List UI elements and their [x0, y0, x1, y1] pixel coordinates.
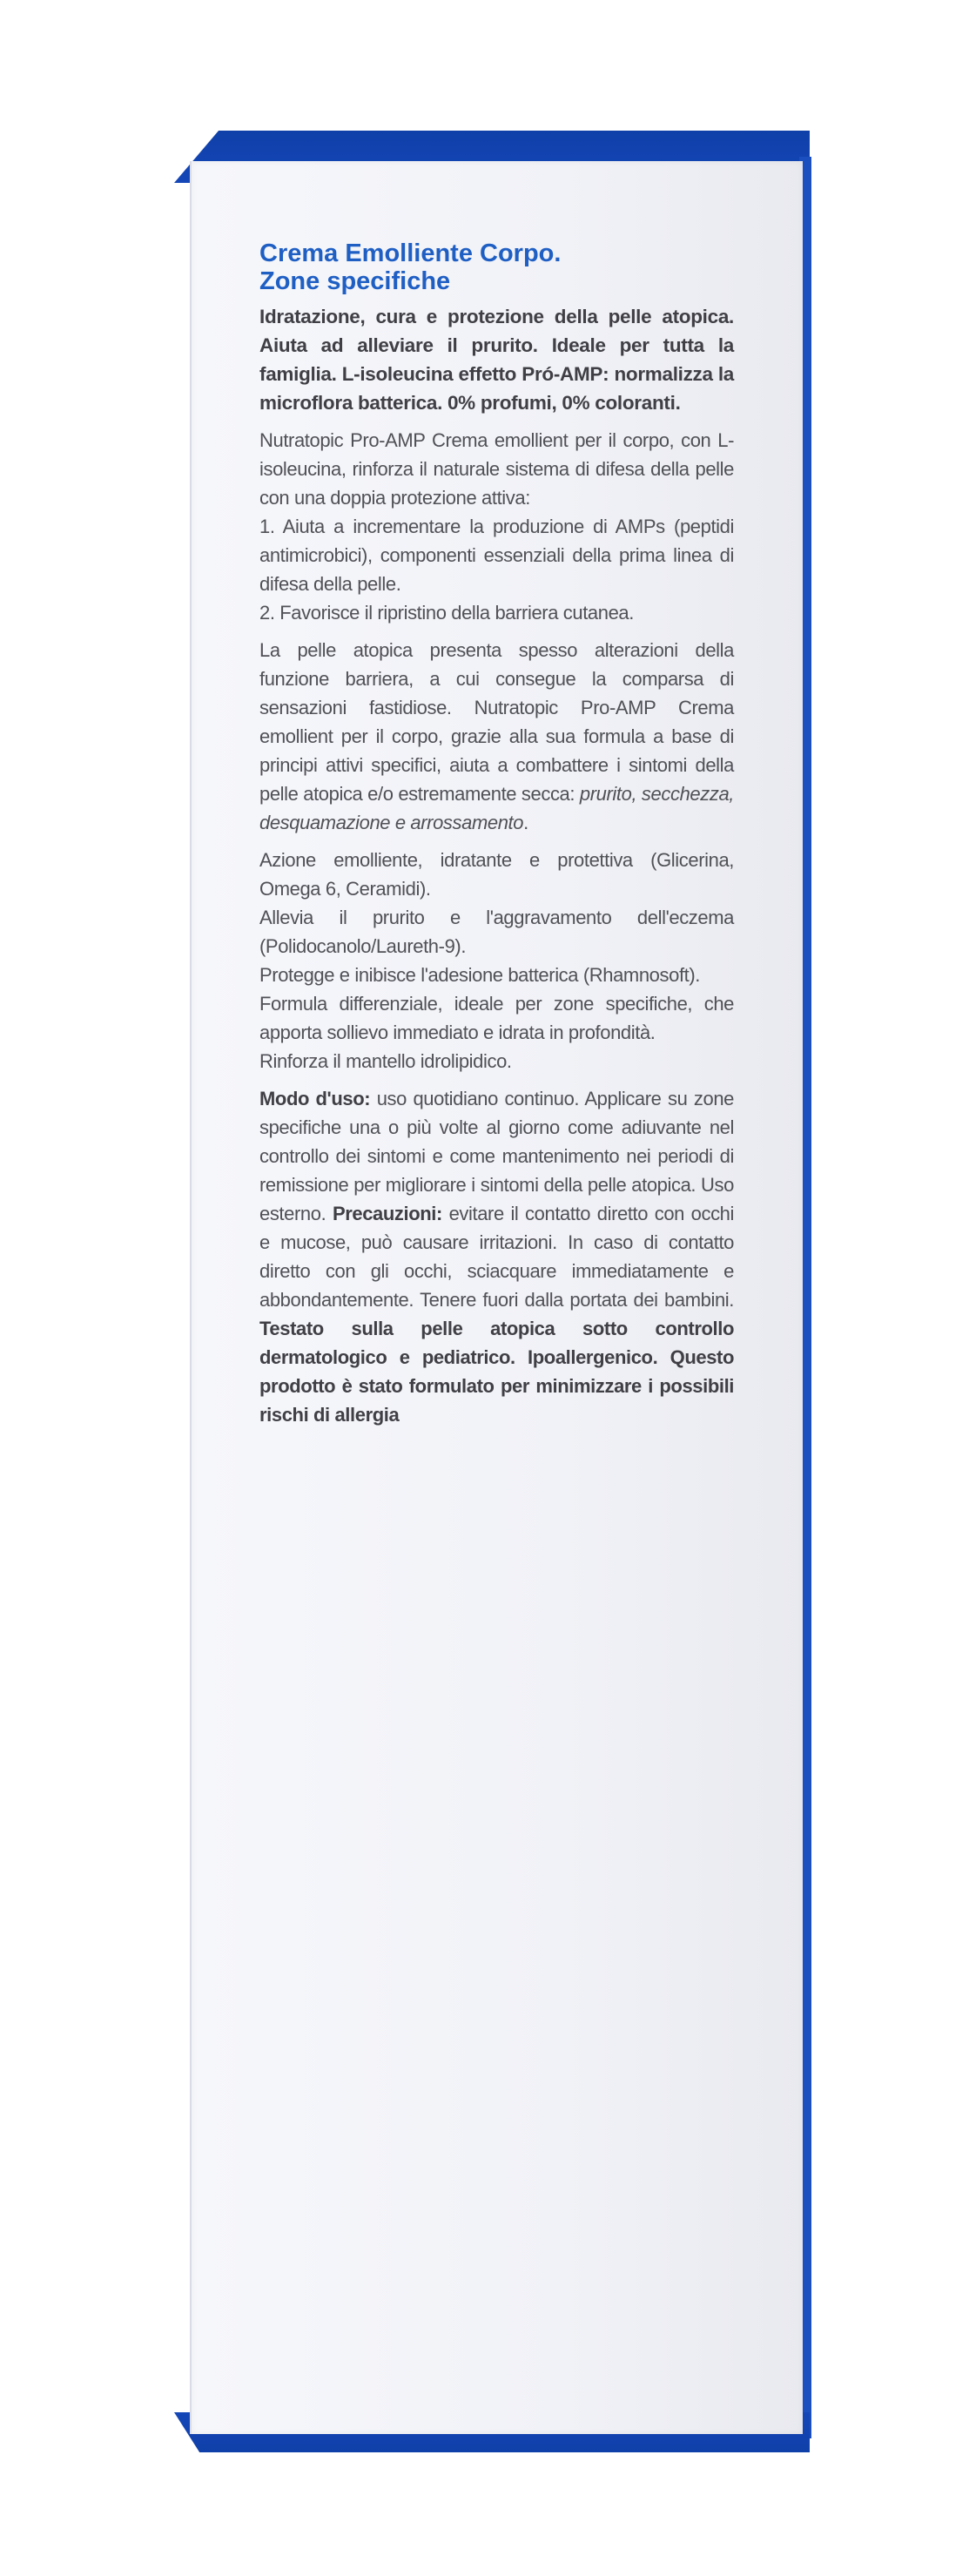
box-side-panel: [190, 161, 803, 2434]
benefit-point-1: 1. Aiuta a incrementare la produzione di AMPs (peptidi antimicrobici), componenti essenziali della prima linea di difesa della pelle.: [259, 516, 734, 595]
label-text-block: [259, 239, 734, 1438]
product-claims: Idratazione, cura e protezione della pelle atopica. Aiuta ad alleviare il prurito. Ideale per tutta la famiglia. L-isoleucina effetto Pró-AMP: normalizza la microflora batterica. 0% profumi, 0% coloranti.: [259, 306, 734, 414]
product-intro: Nutratopic Pro-AMP Crema emollient per il corpo, con L-isoleucina, rinforza il naturale sistema di difesa della pelle con una doppia protezione attiva:: [259, 429, 734, 509]
product-title-line-1: Crema Emolliente Corpo.: [259, 239, 562, 267]
atopic-skin-end: .: [523, 812, 528, 833]
atopic-skin-description: [259, 636, 734, 837]
precautions-label: Precauzioni:: [332, 1203, 442, 1224]
action-antibacterial: Protegge e inibisce l'adesione batterica (Rhamnosoft).: [259, 964, 701, 986]
action-hydrolipidic: Rinforza il mantello idrolipidico.: [259, 1050, 512, 1072]
action-formula: Formula differenziale, ideale per zone specifiche, che apporta sollievo immediato e idrata in profondità.: [259, 993, 734, 1043]
atopic-skin-text: La pelle atopica presenta spesso alterazioni della funzione barriera, a cui consegue la comparsa di sensazioni fastidiose. Nutratopic Pro-AMP Crema emollient per il corpo, grazie alla sua formula a base di principi attivi specifici, aiuta a combattere i sintomi della pelle atopica e/o estremamente secca:: [259, 639, 734, 805]
tested-claims: Testato sulla pelle atopica sotto controllo dermatologico e pediatrico. Ipoallergenico. Questo prodotto è stato formulato per minimizzare i possibili rischi di allergia: [259, 1318, 734, 1426]
usage-label: Modo d'uso:: [259, 1088, 371, 1109]
action-emollient: Azione emolliente, idratante e protettiva (Glicerina, Omega 6, Ceramidi).: [259, 849, 734, 900]
product-title: [259, 239, 734, 295]
benefit-point-2: 2. Favorisce il ripristino della barriera cutanea.: [259, 602, 634, 624]
usage-instructions: [259, 1084, 734, 1429]
usage-text: uso quotidiano continuo. Applicare su zone specifiche una o più volte al giorno come adiuvante nel controllo dei sintomi e come mantenimento nei periodi di remissione per migliorare i sintomi della pelle atopica. Uso esterno.: [259, 1088, 735, 1224]
action-itch-relief: Allevia il prurito e l'aggravamento dell'eczema (Polidocanolo/Laureth-9).: [259, 907, 734, 957]
precautions-text: evitare il contatto diretto con occhi e mucose, può causare irritazioni. In caso di contatto diretto con gli occhi, sciacquare immediatamente e abbondantemente. Tenere fuori dalla portata dei bambini.: [259, 1203, 734, 1311]
product-title-line-2: Zone specifiche: [259, 267, 451, 295]
symptoms-list: prurito, secchezza, desquamazione e arrossamento: [259, 783, 734, 833]
